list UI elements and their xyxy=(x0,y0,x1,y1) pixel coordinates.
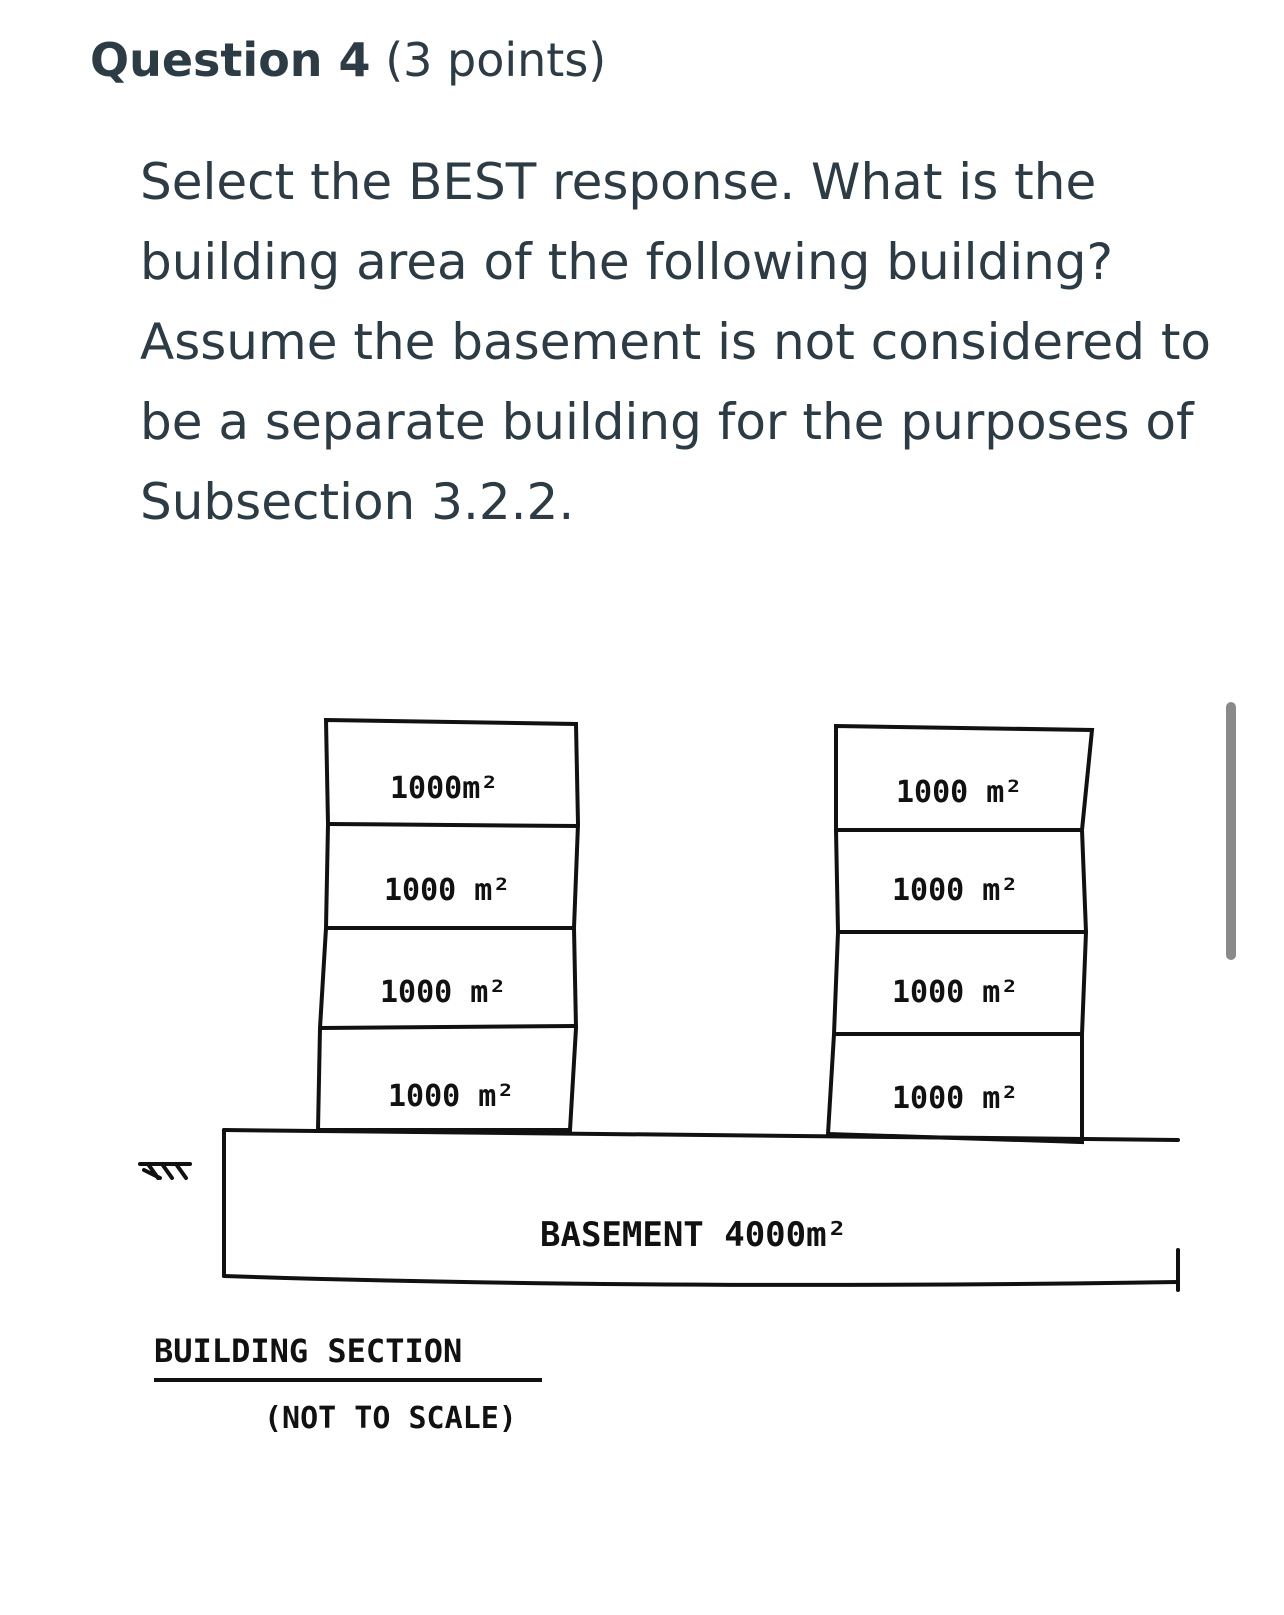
figure-caption: BUILDING SECTION xyxy=(154,1332,463,1370)
left-floor-1-label: 1000 m² xyxy=(388,1079,515,1114)
right-floor-4-label: 1000 m² xyxy=(896,775,1023,810)
question-header xyxy=(90,30,606,90)
basement-top xyxy=(224,1130,1178,1140)
figure-subcaption: (NOT TO SCALE) xyxy=(264,1401,517,1436)
basement-label: BASEMENT 4000m² xyxy=(540,1215,848,1255)
right-floor-2-label: 1000 m² xyxy=(892,975,1019,1010)
left-floor-2-label: 1000 m² xyxy=(380,975,507,1010)
right-floor-1-label: 1000 m² xyxy=(892,1081,1019,1116)
basement-bottom xyxy=(224,1276,1178,1285)
question-text: Select the BEST response. What is the building area of the following building? Assume the basement is not considered to be a separate building for the purposes of Subsection 3.2.2. xyxy=(140,153,1212,531)
building-section-figure xyxy=(130,690,1240,1490)
left-floor-divider xyxy=(320,1026,576,1028)
grade-symbol xyxy=(140,1164,190,1178)
left-floor-4-label: 1000m² xyxy=(390,771,499,806)
left-floor-3-label: 1000 m² xyxy=(384,873,511,908)
building-section-drawing xyxy=(130,690,1240,1490)
vertical-scrollbar[interactable] xyxy=(1226,702,1236,960)
left-floor-divider xyxy=(328,824,578,826)
question-points: (3 points) xyxy=(385,33,607,87)
right-floor-3-label: 1000 m² xyxy=(892,873,1019,908)
question-title: Question 4 xyxy=(90,33,371,87)
